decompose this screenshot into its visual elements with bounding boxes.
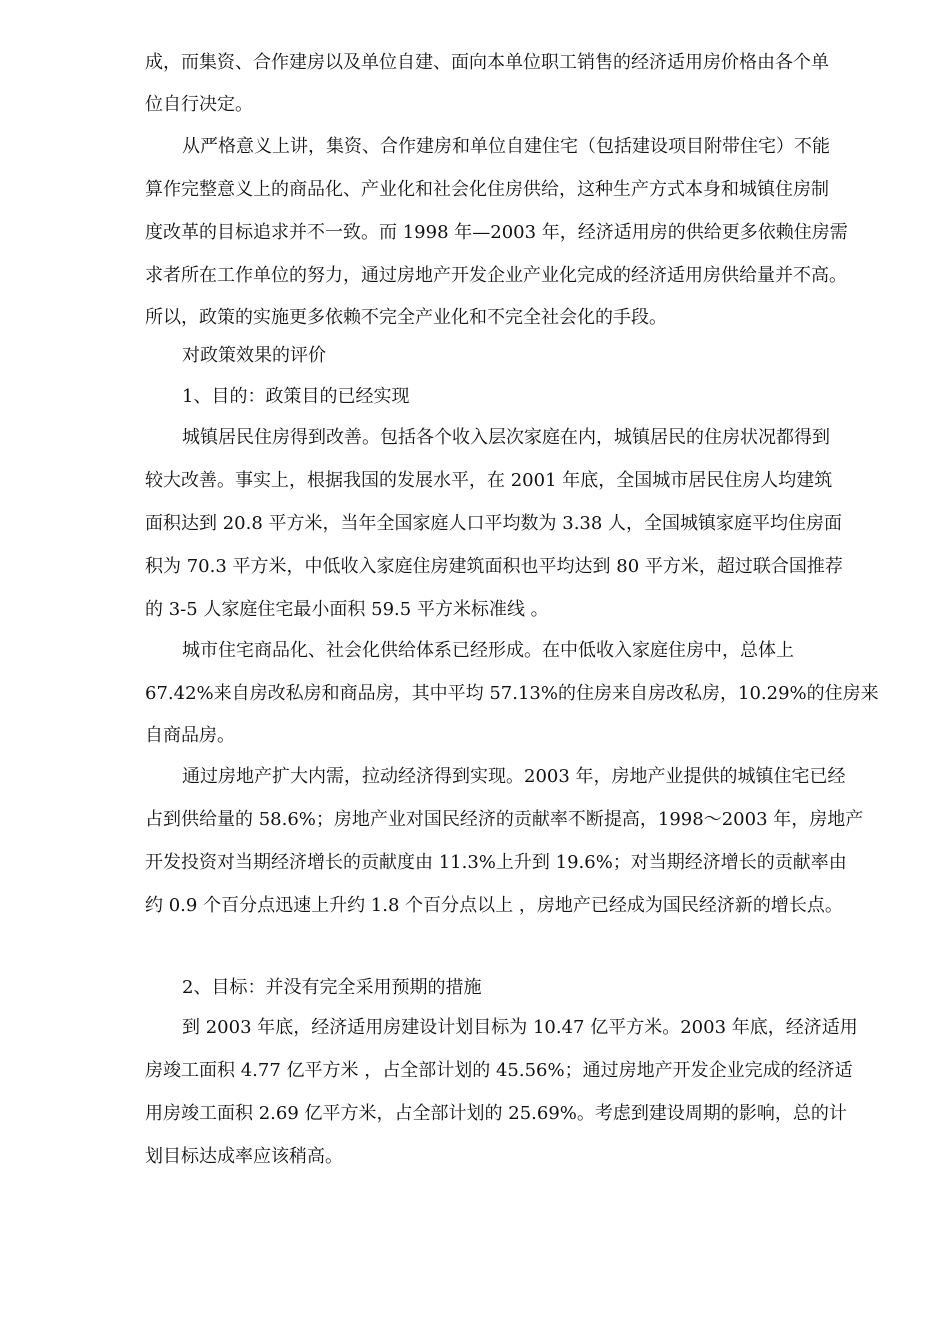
text-line: 的 3-5 人家庭住宅最小面积 59.5 平方米标准线 。 — [145, 599, 549, 620]
text-line: 房竣工面积 4.77 亿平方米 ，占全部计划的 45.56%；通过房地产开发企业完成的经济适 — [145, 1060, 853, 1081]
text-line: 城镇居民住房得到改善。包括各个收入层次家庭在内，城镇居民的住房状况都得到 — [182, 427, 830, 448]
text-line: 用房竣工面积 2.69 亿平方米，占全部计划的 25.69%。考虑到建设周期的影响，总的计 — [145, 1103, 847, 1124]
text-line: 成，而集资、合作建房以及单位自建、面向本单位职工销售的经济适用房价格由各个单 — [145, 52, 829, 73]
text-line: 划目标达成率应该稍高。 — [145, 1146, 343, 1167]
text-line: 占到供给量的 58.6%；房地产业对国民经济的贡献率不断提高，1998～2003 年，房地产 — [145, 809, 864, 830]
text-line: 67.42%来自房改私房和商品房，其中平均 57.13%的住房来自房改私房，10.29%的住房来 — [145, 683, 879, 704]
section-heading: 对政策效果的评价 — [182, 345, 326, 366]
text-line: 较大改善。事实上，根据我国的发展水平，在 2001 年底，全国城市居民住房人均建筑 — [145, 470, 833, 491]
text-line: 从严格意义上讲，集资、合作建房和单位自建住宅（包括建设项目附带住宅）不能 — [182, 136, 830, 157]
text-line: 算作完整意义上的商品化、产业化和社会化住房供给，这种生产方式本身和城镇住房制 — [145, 179, 829, 200]
text-line: 自商品房。 — [145, 725, 235, 746]
text-line: 开发投资对当期经济增长的贡献度由 11.3%上升到 19.6%；对当期经济增长的贡献率由 — [145, 852, 847, 873]
text-line: 到 2003 年底，经济适用房建设计划目标为 10.47 亿平方米。2003 年底，经济适用 — [182, 1017, 858, 1038]
text-line: 约 0.9 个百分点迅速上升约 1.8 个百分点以上 ，房地产已经成为国民经济新的增长点。 — [145, 895, 843, 916]
text-line: 面积达到 20.8 平方米，当年全国家庭人口平均数为 3.38 人，全国城镇家庭平均住房面 — [145, 513, 843, 534]
section-heading: 1、目的：政策目的已经实现 — [182, 386, 410, 407]
text-line: 城市住宅商品化、社会化供给体系已经形成。在中低收入家庭住房中，总体上 — [182, 640, 794, 661]
text-line: 通过房地产扩大内需，拉动经济得到实现。2003 年，房地产业提供的城镇住宅已经 — [182, 766, 846, 787]
text-line: 度改革的目标追求并不一致。而 1998 年—2003 年，经济适用房的供给更多依赖住房需 — [145, 222, 848, 243]
text-line: 位自行决定。 — [145, 94, 253, 115]
text-line: 积为 70.3 平方米，中低收入家庭住房建筑面积也平均达到 80 平方米，超过联合国推荐 — [145, 556, 843, 577]
section-heading: 2、目标：并没有完全采用预期的措施 — [182, 977, 482, 998]
text-line: 所以，政策的实施更多依赖不完全产业化和不完全社会化的手段。 — [145, 307, 667, 328]
text-line: 求者所在工作单位的努力，通过房地产开发企业产业化完成的经济适用房供给量并不高。 — [145, 265, 847, 286]
